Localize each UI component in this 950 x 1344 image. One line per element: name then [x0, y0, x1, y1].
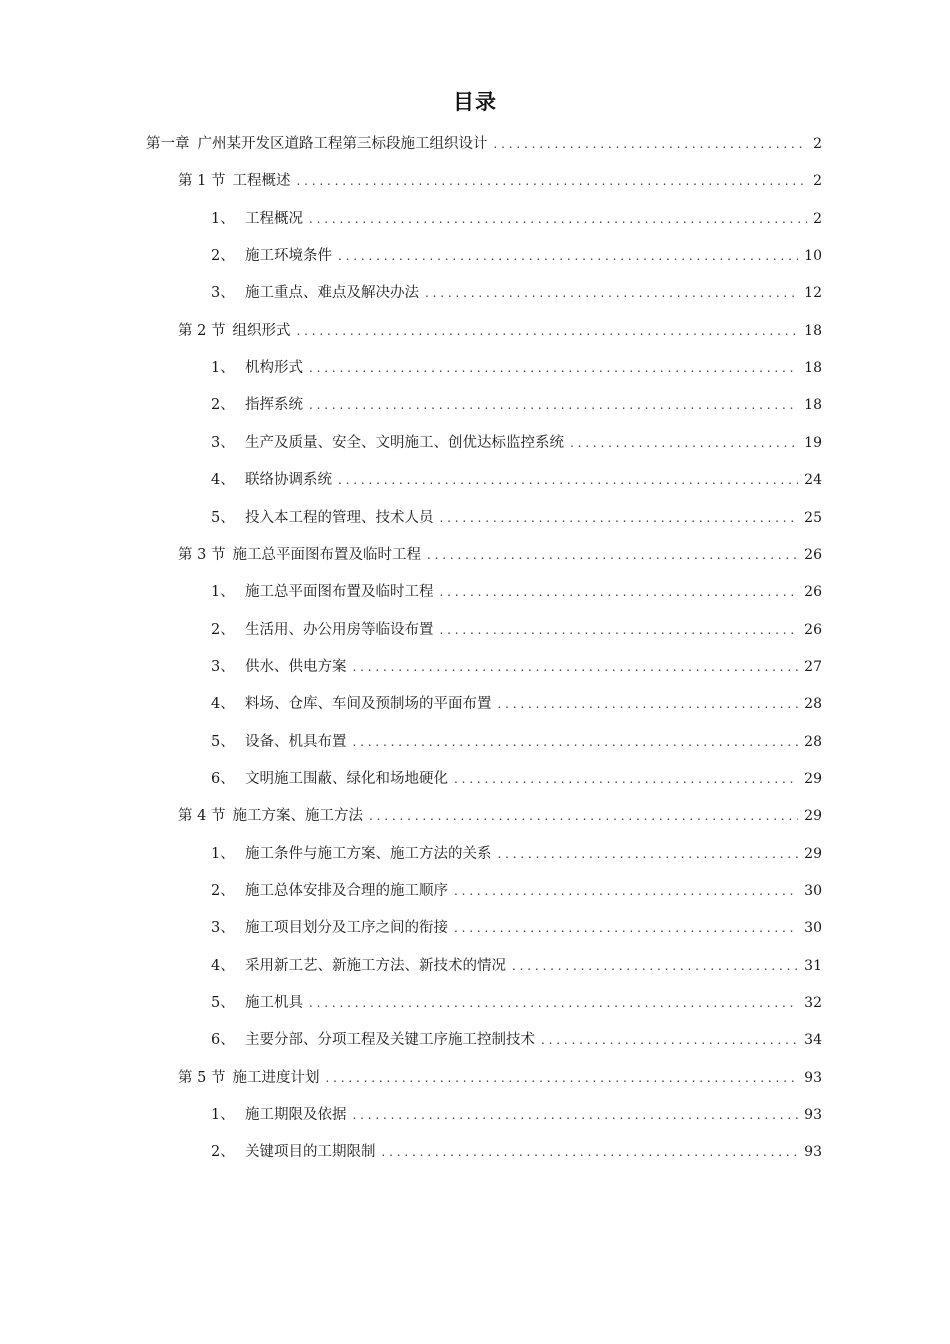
- toc-entry-page-number: 30: [804, 920, 822, 937]
- toc-entry[interactable]: [211, 767, 822, 791]
- toc-entry-number: 6、: [211, 770, 235, 787]
- toc-entry-title: 施工环境条件: [245, 248, 332, 265]
- toc-entry[interactable]: [211, 879, 822, 903]
- toc-entry-number: 2、: [211, 621, 235, 638]
- toc-dot-leader: [427, 543, 798, 567]
- toc-entry-page-number: 28: [804, 696, 822, 713]
- toc-entry[interactable]: [146, 132, 822, 156]
- toc-entry[interactable]: [211, 356, 822, 380]
- toc-dot-leader: [296, 169, 807, 193]
- toc-entry-number: 1、: [211, 360, 235, 377]
- toc-entry-title: 组织形式: [232, 322, 291, 339]
- toc-dot-leader: [309, 207, 807, 231]
- toc-entry[interactable]: [211, 431, 822, 455]
- toc-entry-title: 机构形式: [245, 360, 303, 377]
- toc-dot-leader: [440, 506, 799, 530]
- toc-entry-title: 采用新工艺、新施工方法、新技术的情况: [245, 957, 506, 974]
- toc-dot-leader: [309, 356, 798, 380]
- toc-entry-number: 第一章: [146, 136, 190, 152]
- toc-entry-page-number: 29: [804, 845, 822, 862]
- toc-entry-number: 2、: [211, 248, 235, 265]
- toc-entry-number: 3、: [211, 285, 235, 302]
- toc-entry-page-number: 93: [804, 1144, 822, 1161]
- toc-entry-page-number: 26: [804, 546, 822, 563]
- toc-entry-number: 1、: [211, 845, 235, 862]
- toc-title: 目录: [453, 90, 497, 114]
- toc-entry-page-number: 25: [804, 509, 822, 526]
- toc-entry[interactable]: [211, 916, 822, 940]
- toc-entry[interactable]: [178, 1066, 822, 1090]
- toc-entry[interactable]: [178, 543, 822, 567]
- toc-dot-leader: [454, 767, 798, 791]
- toc-entry-page-number: 2: [813, 136, 822, 152]
- toc-entry-title: 供水、供电方案: [245, 658, 347, 675]
- toc-entry-title: 工程概况: [245, 210, 303, 227]
- toc-entry-page-number: 30: [804, 883, 822, 899]
- toc-entry-title: 施工机具: [245, 995, 303, 1012]
- toc-entry-title: 联络协调系统: [245, 472, 332, 489]
- toc-entry-page-number: 10: [804, 248, 822, 265]
- toc-entry-number: 第 4 节: [178, 808, 226, 825]
- toc-entry-number: 第 5 节: [178, 1069, 226, 1086]
- toc-entry-number: 5、: [211, 733, 235, 750]
- toc-entry-number: 6、: [211, 1032, 235, 1049]
- toc-entry-title: 投入本工程的管理、技术人员: [245, 509, 434, 526]
- toc-entry[interactable]: [211, 954, 822, 978]
- toc-entry-page-number: 34: [804, 1032, 822, 1049]
- toc-entry[interactable]: [211, 730, 822, 754]
- toc-entry-number: 5、: [211, 995, 235, 1012]
- toc-entry-page-number: 29: [804, 808, 822, 825]
- toc-entry[interactable]: [211, 655, 822, 679]
- toc-entry-number: 1、: [211, 584, 235, 601]
- toc-entry[interactable]: [211, 281, 822, 305]
- toc-entry[interactable]: [211, 1140, 822, 1164]
- toc-entry-title: 施工进度计划: [232, 1069, 320, 1086]
- toc-dot-leader: [296, 319, 798, 343]
- toc-entry[interactable]: [211, 506, 822, 530]
- toc-dot-leader: [369, 804, 798, 828]
- toc-dot-leader: [440, 580, 799, 604]
- toc-entry-number: 2、: [211, 1144, 235, 1161]
- toc-entry[interactable]: [211, 618, 822, 642]
- toc-entry-number: 3、: [211, 920, 235, 937]
- toc-entry[interactable]: [211, 393, 822, 417]
- toc-entry-page-number: 28: [804, 733, 822, 750]
- toc-dot-leader: [338, 468, 798, 492]
- toc-dot-leader: [338, 244, 798, 268]
- toc-entry-page-number: 93: [804, 1107, 822, 1124]
- toc-entry-number: 3、: [211, 434, 235, 451]
- toc-dot-leader: [425, 281, 798, 305]
- toc-entry-number: 第 2 节: [178, 322, 226, 339]
- toc-entry-number: 第 3 节: [178, 546, 226, 563]
- toc-entry[interactable]: [211, 207, 822, 231]
- toc-dot-leader: [454, 879, 798, 903]
- toc-dot-leader: [440, 618, 799, 642]
- toc-entry-title: 生产及质量、安全、文明施工、创优达标监控系统: [245, 434, 564, 451]
- toc-entry-page-number: 2: [813, 210, 822, 227]
- toc-dot-leader: [325, 1066, 798, 1090]
- toc-entry-title: 生活用、办公用房等临设布置: [245, 621, 434, 638]
- toc-entry-page-number: 26: [804, 621, 822, 638]
- toc-dot-leader: [353, 730, 799, 754]
- toc-entry-number: 3、: [211, 658, 235, 675]
- toc-dot-leader: [353, 655, 799, 679]
- toc-dot-leader: [494, 132, 808, 156]
- toc-entry[interactable]: [211, 244, 822, 268]
- toc-entry[interactable]: [211, 1028, 822, 1052]
- toc-entry-title: 施工重点、难点及解决办法: [245, 285, 419, 302]
- toc-entry-title: 广州某开发区道路工程第三标段施工组织设计: [197, 136, 488, 152]
- toc-entry-number: 2、: [211, 883, 235, 899]
- toc-dot-leader: [353, 1103, 799, 1127]
- toc-entry-title: 工程概述: [232, 173, 291, 190]
- toc-entry[interactable]: [178, 319, 822, 343]
- toc-entry[interactable]: [211, 1103, 822, 1127]
- toc-entry-number: 第 1 节: [178, 173, 226, 190]
- toc-entry-title: 施工条件与施工方案、施工方法的关系: [245, 845, 492, 862]
- toc-entry[interactable]: [211, 580, 822, 604]
- toc-dot-leader: [570, 431, 798, 455]
- toc-dot-leader: [309, 991, 798, 1015]
- toc-entry-page-number: 12: [804, 285, 822, 302]
- toc-entry-title: 料场、仓库、车间及预制场的平面布置: [245, 696, 492, 713]
- toc-entry-page-number: 24: [804, 472, 822, 489]
- toc-entry-number: 4、: [211, 472, 235, 489]
- toc-entry-title: 文明施工围蔽、绿化和场地硬化: [245, 770, 448, 787]
- toc-dot-leader: [454, 916, 798, 940]
- toc-entry-page-number: 2: [813, 173, 822, 190]
- toc-entry[interactable]: [178, 804, 822, 828]
- toc-entry-number: 5、: [211, 509, 235, 526]
- toc-entry-page-number: 18: [804, 322, 822, 339]
- toc-entry-title: 施工方案、施工方法: [232, 808, 363, 825]
- toc-entry-title: 施工总体安排及合理的施工顺序: [245, 883, 448, 899]
- toc-entry-number: 1、: [211, 1107, 235, 1124]
- toc-entry-page-number: 27: [804, 658, 822, 675]
- toc-entry-page-number: 18: [804, 397, 822, 414]
- toc-dot-leader: [309, 393, 798, 417]
- toc-entry-title: 主要分部、分项工程及关键工序施工控制技术: [245, 1032, 535, 1049]
- toc-dot-leader: [512, 954, 798, 978]
- toc-entry-number: 4、: [211, 696, 235, 713]
- toc-entry[interactable]: [211, 468, 822, 492]
- toc-entry-title: 指挥系统: [245, 397, 303, 414]
- toc-dot-leader: [541, 1028, 798, 1052]
- toc-entry-number: 4、: [211, 957, 235, 974]
- toc-dot-leader: [498, 842, 799, 866]
- toc-entry-page-number: 29: [804, 770, 822, 787]
- toc-entry-number: 1、: [211, 210, 235, 227]
- toc-entry-title: 关键项目的工期限制: [245, 1144, 376, 1161]
- toc-entry-title: 施工项目划分及工序之间的衔接: [245, 920, 448, 937]
- toc-entry-page-number: 31: [804, 957, 822, 974]
- toc-dot-leader: [498, 692, 799, 716]
- toc-entry-title: 设备、机具布置: [245, 733, 347, 750]
- toc-entry[interactable]: [178, 169, 822, 193]
- toc-entry-title: 施工期限及依据: [245, 1107, 347, 1124]
- toc-entry[interactable]: [211, 991, 822, 1015]
- toc-dot-leader: [382, 1140, 799, 1164]
- toc-entry-title: 施工总平面图布置及临时工程: [245, 584, 434, 601]
- toc-entry-page-number: 26: [804, 584, 822, 601]
- toc-entry-page-number: 19: [804, 434, 822, 451]
- toc-entry-page-number: 32: [804, 995, 822, 1012]
- toc-entry-number: 2、: [211, 397, 235, 414]
- toc-entry-title: 施工总平面图布置及临时工程: [232, 546, 421, 563]
- toc-entry-page-number: 18: [804, 360, 822, 377]
- toc-entry[interactable]: [211, 842, 822, 866]
- toc-entry-page-number: 93: [804, 1069, 822, 1086]
- toc-entry[interactable]: [211, 692, 822, 716]
